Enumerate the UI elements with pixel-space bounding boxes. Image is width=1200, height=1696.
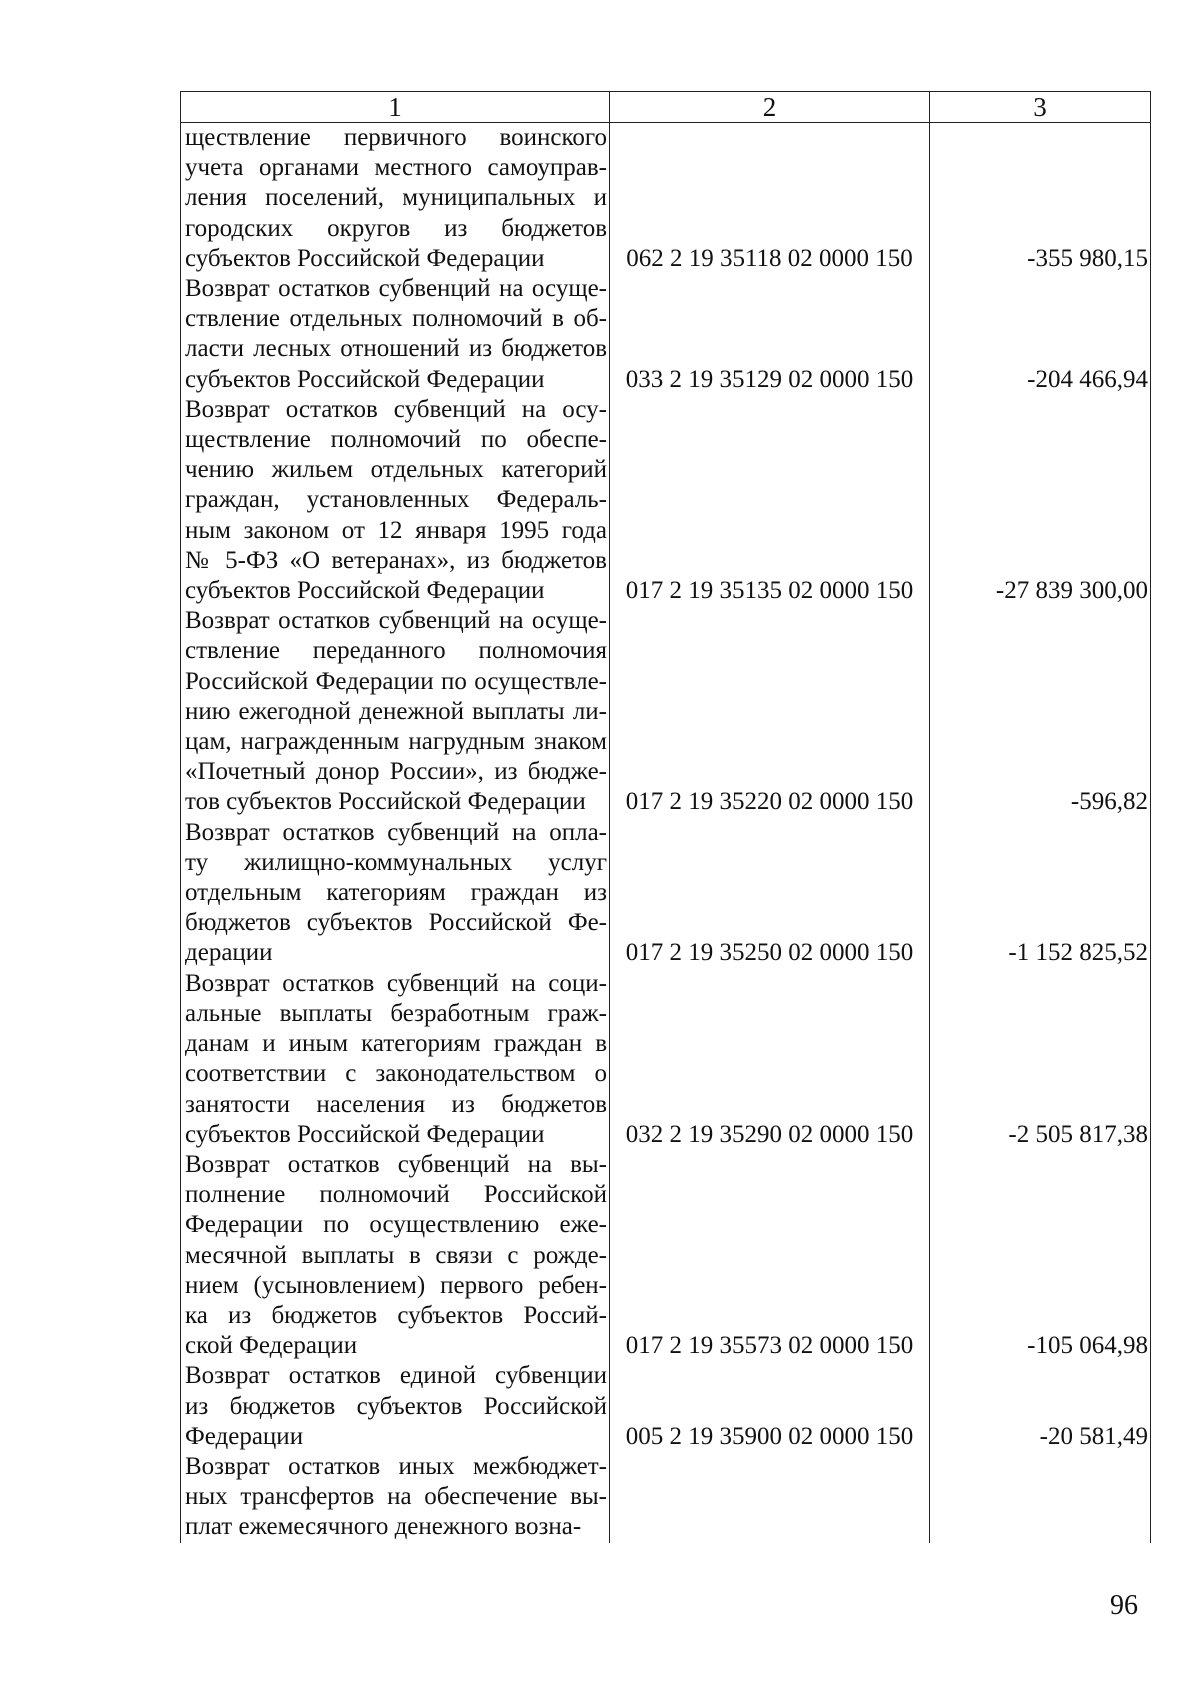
description-line: полнение полномочий Российской — [185, 1181, 607, 1209]
description-line: ствление переданного полномочия — [185, 637, 607, 665]
row-code: 017 2 19 35220 02 0000 150 — [610, 606, 930, 817]
row-amount: -204 466,94 — [930, 274, 1151, 395]
row-code: 017 2 19 35573 02 0000 150 — [610, 1150, 930, 1361]
column-header-2: 2 — [610, 92, 930, 123]
description-line: субъектов Российской Федерации — [185, 1120, 545, 1148]
row-amount: -20 581,49 — [930, 1361, 1151, 1452]
description-line: Возврат остатков субвенций на опла- — [185, 818, 607, 846]
description-line: Федерации — [185, 1422, 304, 1450]
description-line: цам, награжденным нагрудным знаком — [185, 728, 607, 756]
header-row — [181, 92, 1151, 123]
description-line: альные выплаты безработным граж- — [185, 999, 607, 1027]
description-line: субъектов Российской Федерации — [185, 365, 545, 393]
description-line: дерации — [185, 939, 273, 967]
description-line: Возврат остатков субвенций на соци- — [185, 969, 607, 997]
table-row — [181, 395, 1151, 606]
row-code: 005 2 19 35900 02 0000 150 — [610, 1361, 930, 1452]
column-header-1: 1 — [181, 92, 610, 123]
row-amount — [930, 1452, 1151, 1543]
description-line: Федерации по осуществлению еже- — [185, 1211, 607, 1239]
description-line: из бюджетов субъектов Российской — [185, 1392, 607, 1420]
row-code: 033 2 19 35129 02 0000 150 — [610, 274, 930, 395]
description-line: Возврат остатков субвенций на осуще- — [185, 275, 607, 303]
description-line: ления поселений, муниципальных и — [185, 184, 607, 212]
table-row — [181, 274, 1151, 395]
description-line: «Почетный донор России», из бюдже- — [185, 758, 607, 786]
row-description — [181, 274, 610, 395]
column-header-3: 3 — [930, 92, 1151, 123]
description-line: ласти лесных отношений из бюджетов — [185, 335, 607, 363]
description-line: ным законом от 12 января 1995 года — [185, 516, 607, 544]
table-row — [181, 1361, 1151, 1452]
description-line: ществление полномочий по обеспе- — [185, 426, 607, 454]
description-line: данам и иным категориям граждан в — [185, 1030, 607, 1058]
table-header — [181, 92, 1151, 123]
table-body — [181, 123, 1151, 1543]
row-amount: -105 064,98 — [930, 1150, 1151, 1361]
description-line: ту жилищно-коммунальных услуг — [185, 848, 607, 876]
description-line: учета органами местного самоуправ- — [185, 154, 607, 182]
description-line: Возврат остатков субвенций на вы- — [185, 1150, 607, 1178]
row-code: 032 2 19 35290 02 0000 150 — [610, 969, 930, 1150]
budget-table — [180, 91, 1151, 1543]
description-line: городских округов из бюджетов — [185, 214, 607, 242]
description-line: субъектов Российской Федерации — [185, 577, 545, 605]
description-line: соответствии с законодательством о — [185, 1060, 607, 1088]
row-description — [181, 1361, 610, 1452]
description-line: ствление отдельных полномочий в об- — [185, 305, 607, 333]
row-amount: -1 152 825,52 — [930, 818, 1151, 969]
row-description — [181, 1452, 610, 1543]
description-line: плат ежемесячного денежного возна- — [185, 1513, 582, 1541]
description-line: № 5-ФЗ «О ветеранах», из бюджетов — [185, 546, 607, 574]
description-line: ка из бюджетов субъектов Россий- — [185, 1301, 607, 1329]
description-line: нием (усыновлением) первого ребен- — [185, 1271, 607, 1299]
row-description — [181, 969, 610, 1150]
description-line: Возврат остатков субвенций на осу- — [185, 395, 607, 423]
page-number: 96 — [1110, 1590, 1138, 1621]
table-row — [181, 969, 1151, 1150]
description-line: Возврат остатков иных межбюджет- — [185, 1452, 607, 1480]
description-line: нию ежегодной денежной выплаты ли- — [185, 697, 607, 725]
row-code — [610, 1452, 930, 1543]
description-line: бюджетов субъектов Российской Фе- — [185, 909, 607, 937]
description-line: месячной выплаты в связи с рожде- — [185, 1241, 607, 1269]
description-line: ных трансфертов на обеспечение вы- — [185, 1483, 607, 1511]
row-description — [181, 1150, 610, 1361]
description-line: граждан, установленных Федераль- — [185, 486, 607, 514]
row-code: 062 2 19 35118 02 0000 150 — [610, 123, 930, 275]
description-line: Российской Федерации по осуществле- — [185, 667, 607, 695]
row-description — [181, 818, 610, 969]
description-line: отдельным категориям граждан из — [185, 879, 607, 907]
description-line: субъектов Российской Федерации — [185, 244, 545, 272]
row-description — [181, 395, 610, 606]
table-row — [181, 818, 1151, 969]
row-amount: -355 980,15 — [930, 123, 1151, 275]
row-amount: -596,82 — [930, 606, 1151, 817]
row-code: 017 2 19 35135 02 0000 150 — [610, 395, 930, 606]
description-line: Возврат остатков субвенций на осуще- — [185, 607, 607, 635]
description-line: чению жильем отдельных категорий — [185, 456, 607, 484]
row-amount: -27 839 300,00 — [930, 395, 1151, 606]
table-row — [181, 606, 1151, 817]
description-line: занятости населения из бюджетов — [185, 1090, 607, 1118]
description-line: ской Федерации — [185, 1332, 358, 1360]
row-amount: -2 505 817,38 — [930, 969, 1151, 1150]
description-line: Возврат остатков единой субвенции — [185, 1362, 607, 1390]
row-description — [181, 123, 610, 275]
row-code: 017 2 19 35250 02 0000 150 — [610, 818, 930, 969]
table-row — [181, 1452, 1151, 1543]
description-line: ществление первичного воинского — [185, 124, 607, 151]
table-row — [181, 123, 1151, 275]
table-row — [181, 1150, 1151, 1361]
row-description — [181, 606, 610, 817]
description-line: тов субъектов Российской Федерации — [185, 788, 586, 816]
